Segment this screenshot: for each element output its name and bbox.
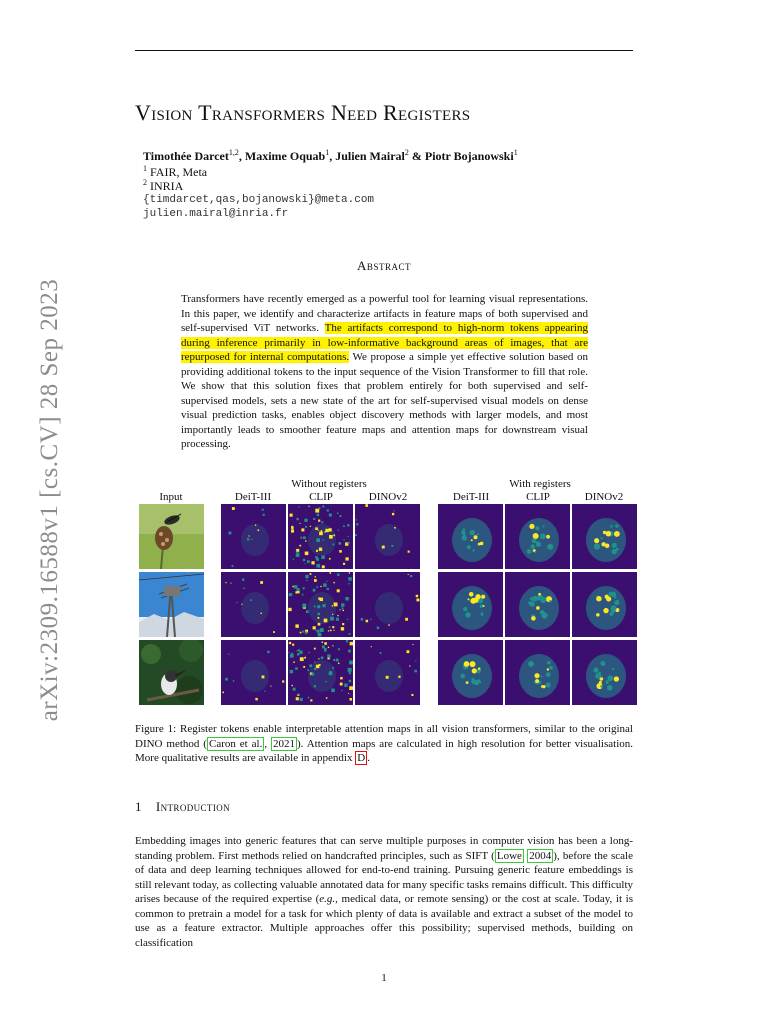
author-name: Piotr Bojanowski xyxy=(424,149,514,163)
citation-link[interactable]: Lowe xyxy=(496,849,522,862)
attention-map-without-registers xyxy=(355,504,420,569)
author-affiliation-mark: 1 xyxy=(325,148,330,157)
author-name: Julien Mairal xyxy=(335,149,405,163)
attention-map-with-registers xyxy=(505,572,570,637)
email-line[interactable]: julien.mairal@inria.fr xyxy=(143,208,289,220)
column-label-model: DINOv2 xyxy=(584,491,624,503)
attention-map-without-registers xyxy=(221,572,286,637)
figure-1 xyxy=(135,478,640,713)
affiliation-name: INRIA xyxy=(150,179,184,193)
attention-map-without-registers xyxy=(221,640,286,705)
affiliation-mark: 1 xyxy=(143,164,147,173)
abstract-heading: Abstract xyxy=(357,258,411,273)
author-separator: & xyxy=(408,149,425,163)
top-rule xyxy=(135,50,633,51)
introduction-paragraph xyxy=(135,834,633,950)
section-heading xyxy=(135,799,230,815)
abstract-body xyxy=(181,292,588,452)
author-name: Maxime Oquab xyxy=(244,149,326,163)
input-image-cable-car xyxy=(139,572,204,637)
affiliation-name: FAIR, Meta xyxy=(150,165,208,179)
body-text: Embedding images into generic features that can serve multiple purposes in computer vision has been a long-standing problem. First methods relied on handcrafted principles, such as SIFT ( xyxy=(135,835,633,862)
paper-title: Vision Transformers Need Registers xyxy=(135,100,471,125)
body-text: ), before the scale of data and deep learning techniques allowed for end-to-end training. Pursuing generic feature embeddings is still relevant today, as collecting valuable annotated data for many specific tasks remains difficult. This difficulty arises because of the required expertise ( xyxy=(135,849,633,905)
attention-map-with-registers xyxy=(505,640,570,705)
attention-map-with-registers xyxy=(438,504,503,569)
group-label-with-registers: With registers xyxy=(509,478,571,490)
attention-map-with-registers xyxy=(572,640,637,705)
attention-map-without-registers xyxy=(355,572,420,637)
attention-map-with-registers xyxy=(505,504,570,569)
body-text-italic: e.g. xyxy=(319,893,336,905)
attention-map-with-registers xyxy=(572,572,637,637)
attention-map-without-registers xyxy=(221,504,286,569)
section-title: Introduction xyxy=(155,799,231,814)
author-affiliation-mark: 2 xyxy=(404,148,409,157)
input-image-bird xyxy=(139,504,204,569)
author-affiliation-mark: 1 xyxy=(513,148,518,157)
caption-text: ). Attention maps are calculated in high resolution for better visualisation. More qualitative results are available in appendix xyxy=(135,737,634,764)
abstract-text: We propose a simple yet effective solution based on providing additional tokens to the input sequence of the Vision Transformer to fill that role. We show that this solution fixes that problem entirely for both supervised and self-supervised models, sets a new state of the art for self-supervised visual models on dense visual prediction tasks, enables object discovery methods with larger models, and most importantly leads to smoother feature maps and attention maps for downstream visual processing. xyxy=(181,351,588,450)
attention-map-without-registers xyxy=(355,640,420,705)
column-label-model: DINOv2 xyxy=(368,491,408,503)
affiliation-mark: 2 xyxy=(143,178,147,187)
author-affiliation-mark: 1,2 xyxy=(228,148,239,157)
attention-map-without-registers xyxy=(288,572,353,637)
citation-link[interactable]: Caron et al. xyxy=(208,737,263,750)
attention-map-with-registers xyxy=(572,504,637,569)
column-label-model: DeiT-III xyxy=(234,491,272,503)
figure-caption xyxy=(135,722,633,766)
column-label-input: Input xyxy=(159,491,183,503)
author-separator: , xyxy=(238,149,245,163)
column-label-model: CLIP xyxy=(309,491,333,503)
abstract-highlight: The artifacts correspond to high-norm tokens appearing during inference primarily in low-informative background areas of images, that are repurposed for internal computations. xyxy=(181,322,588,363)
arxiv-identifier[interactable]: arXiv:2309.16588v1 [cs.CV] 28 Sep 2023 xyxy=(36,278,63,722)
abstract-text: Transformers have recently emerged as a powerful tool for learning visual representations. In this paper, we identify and characterize artifacts in feature maps of both supervised and self-supervised ViT networks. xyxy=(181,293,588,334)
group-label-without-registers: Without registers xyxy=(291,478,367,490)
attention-map-with-registers xyxy=(438,640,503,705)
attention-map-without-registers xyxy=(288,640,353,705)
author-list xyxy=(143,148,518,164)
author-name: Timothée Darcet xyxy=(143,149,229,163)
section-number: 1 xyxy=(135,799,142,814)
column-label-model: CLIP xyxy=(526,491,550,503)
caption-text: . xyxy=(367,752,370,764)
body-text: , medical data, or remote sensing) or the cost at scale. Today, it is common to pretrain a model for a task for which plenty of data is available and extract a subset of the model to use as a feature extractor. Multiple approaches offer this possibility; supervised methods, building on classification xyxy=(135,893,633,949)
affiliation xyxy=(143,178,183,194)
column-label-model: DeiT-III xyxy=(452,491,490,503)
caption-text: , xyxy=(264,737,271,750)
page-number: 1 xyxy=(381,972,387,984)
appendix-link[interactable]: D xyxy=(357,752,366,764)
citation-link[interactable]: 2021 xyxy=(273,737,295,750)
attention-map-with-registers xyxy=(438,572,503,637)
author-separator: , xyxy=(329,149,336,163)
email-line[interactable]: {timdarcet,qas,bojanowski}@meta.com xyxy=(143,194,375,206)
caption-text: Figure 1: Register tokens enable interpretable attention maps in all vision transformers, similar to the original DINO method ( xyxy=(135,723,633,750)
citation-link[interactable]: 2004 xyxy=(529,849,552,862)
input-image-kingfisher xyxy=(139,640,204,705)
attention-map-without-registers xyxy=(288,504,353,569)
